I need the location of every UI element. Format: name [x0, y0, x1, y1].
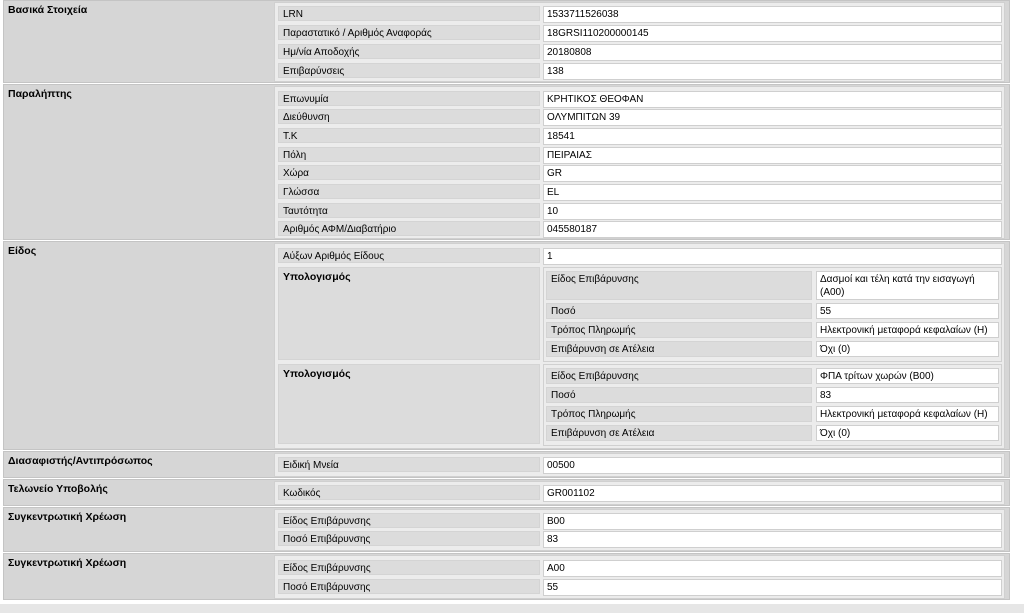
field-label: Τ.Κ [278, 128, 540, 143]
field-label: Παραστατικό / Αριθμός Αναφοράς [278, 25, 540, 40]
field-label: Γλώσσα [278, 184, 540, 199]
field-value: Ηλεκτρονική μεταφορά κεφαλαίων (H) [816, 406, 999, 422]
section-title-summary: Συγκεντρωτική Χρέωση [8, 511, 127, 523]
field-value: 20180808 [543, 44, 1002, 61]
field-label: Πόλη [278, 147, 540, 162]
calculation-title: Υπολογισμός [278, 364, 540, 444]
field-value: A00 [543, 560, 1002, 577]
field-row-address [275, 109, 1004, 126]
bottom-scroll-area [0, 604, 1024, 613]
field-row-item-number [275, 248, 1004, 265]
field-value: EL [543, 184, 1002, 201]
field-label: Ταυτότητα [278, 203, 540, 218]
field-label: Ποσό Επιβάρυνσης [278, 531, 540, 546]
field-value: ΚΡΗΤΙΚΟΣ ΘΕΟΦΑΝ [543, 91, 1002, 108]
field-label: Ποσό [546, 387, 812, 403]
field-value: 045580187 [543, 221, 1002, 238]
section-summary-1 [3, 507, 1010, 552]
field-label: Ημ/νία Αποδοχής [278, 44, 540, 59]
field-row-postcode [275, 128, 1004, 145]
field-value: B00 [543, 513, 1002, 530]
field-label: Ποσό Επιβάρυνσης [278, 579, 540, 594]
field-label: LRN [278, 6, 540, 21]
field-value: 00500 [543, 457, 1002, 474]
field-row-acceptance-date [275, 44, 1004, 61]
field-value: GR [543, 165, 1002, 182]
field-row-charge-type [275, 513, 1004, 530]
field-row-city [275, 147, 1004, 164]
field-label: Αύξων Αριθμός Είδους [278, 248, 540, 263]
field-value: 83 [543, 531, 1002, 548]
section-summary-2 [3, 553, 1010, 600]
field-value: 55 [816, 303, 999, 319]
panel-recipient [274, 86, 1005, 239]
field-value: ΟΛΥΜΠΙΤΩΝ 39 [543, 109, 1002, 126]
field-value: 10 [543, 203, 1002, 220]
field-value: 83 [816, 387, 999, 403]
field-value: Ηλεκτρονική μεταφορά κεφαλαίων (H) [816, 322, 999, 338]
field-row-country [275, 165, 1004, 182]
panel-summary-1 [274, 509, 1005, 551]
section-agent [3, 451, 1010, 478]
field-label: Είδος Επιβάρυνσης [546, 271, 812, 300]
panel-item [274, 243, 1005, 449]
section-title-recipient: Παραλήπτης [8, 88, 72, 100]
field-row-charge-type [275, 560, 1004, 577]
section-office [3, 479, 1010, 506]
field-label: Αριθμός ΑΦΜ/Διαβατήριο [278, 221, 540, 236]
field-label: Κωδικός [278, 485, 540, 500]
section-title-item: Είδος [8, 245, 37, 257]
field-value: 138 [543, 63, 1002, 80]
field-label: Ποσό [546, 303, 812, 319]
calculation-title: Υπολογισμός [278, 267, 540, 360]
field-label: Είδος Επιβάρυνσης [546, 368, 812, 384]
field-row-charges [275, 63, 1004, 80]
section-title-summary: Συγκεντρωτική Χρέωση [8, 557, 127, 569]
field-value: GR001102 [543, 485, 1002, 502]
field-value: ΠΕΙΡΑΙΑΣ [543, 147, 1002, 164]
section-recipient [3, 84, 1010, 240]
section-title-basic: Βασικά Στοιχεία [8, 4, 88, 16]
field-value: 1 [543, 248, 1002, 265]
panel-office [274, 481, 1005, 505]
field-value: 18541 [543, 128, 1002, 145]
field-row-name [275, 91, 1004, 108]
field-row-reference [275, 25, 1004, 42]
field-label: Τρόπος Πληρωμής [546, 406, 812, 422]
field-row-language [275, 184, 1004, 201]
field-row-office-code [275, 485, 1004, 502]
calculation-panel-2 [543, 364, 1002, 446]
field-label: Χώρα [278, 165, 540, 180]
field-value: ΦΠΑ τρίτων χωρών (B00) [816, 368, 999, 384]
field-row-charge-amount [275, 579, 1004, 596]
field-label: Διεύθυνση [278, 109, 540, 124]
field-value: 1533711526038 [543, 6, 1002, 23]
field-value: Όχι (0) [816, 341, 999, 357]
field-row-vat-number [275, 221, 1004, 238]
panel-summary-2 [274, 555, 1005, 599]
field-value: Όχι (0) [816, 425, 999, 441]
field-label: Επωνυμία [278, 91, 540, 106]
panel-agent [274, 453, 1005, 477]
field-value: Δασμοί και τέλη κατά την εισαγωγή (A00) [816, 271, 999, 300]
field-label: Τρόπος Πληρωμής [546, 322, 812, 338]
section-title-office: Τελωνείο Υποβολής [8, 483, 108, 495]
field-label: Ειδική Μνεία [278, 457, 540, 472]
field-label: Επιβαρύνσεις [278, 63, 540, 78]
section-basic [3, 0, 1010, 83]
field-value: 18GRSI110200000145 [543, 25, 1002, 42]
field-row-charge-amount [275, 531, 1004, 548]
field-label: Επιβάρυνση σε Ατέλεια [546, 425, 812, 441]
field-row-lrn [275, 6, 1004, 23]
section-title-agent: Διασαφιστής/Αντιπρόσωπος [8, 455, 153, 467]
panel-basic [274, 2, 1005, 82]
section-item [3, 241, 1010, 450]
field-label: Επιβάρυνση σε Ατέλεια [546, 341, 812, 357]
field-row-special-mention [275, 457, 1004, 474]
calculation-panel-1 [543, 267, 1002, 362]
field-label: Είδος Επιβάρυνσης [278, 513, 540, 528]
field-label: Είδος Επιβάρυνσης [278, 560, 540, 575]
field-value: 55 [543, 579, 1002, 596]
field-row-id [275, 203, 1004, 220]
